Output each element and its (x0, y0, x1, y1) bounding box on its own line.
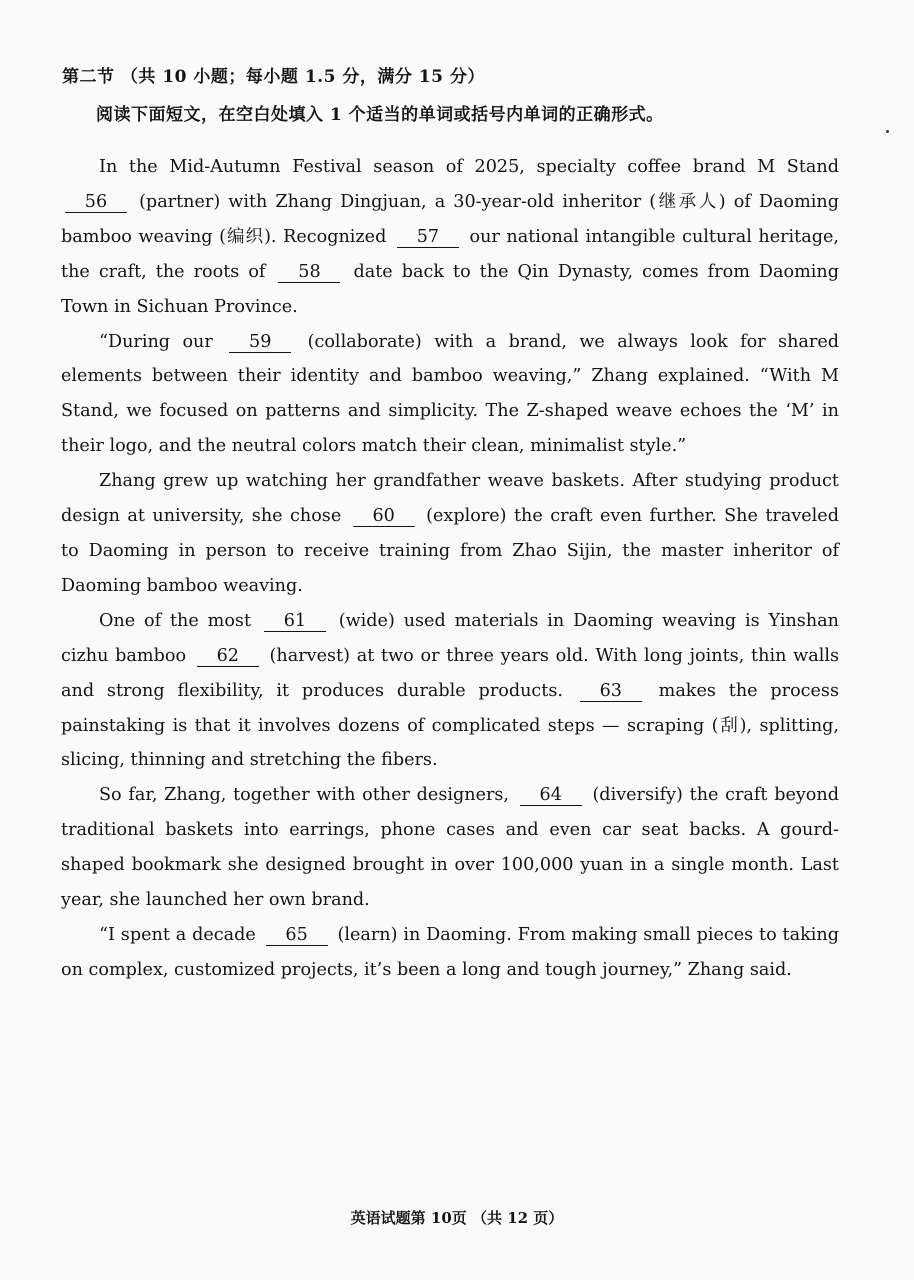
answer-blank[interactable]: 56 (65, 192, 127, 213)
passage-text: So far, Zhang, together with other designers, (99, 785, 516, 806)
passage-text: In the Mid-Autumn Festival season of 2025, specialty coffee brand M Stand (99, 157, 839, 177)
instruction-text: 阅读下面短文，在空白处填入 1 个适当的单词或括号内单词的正确形式。 (96, 105, 664, 125)
answer-blank[interactable]: 57 (397, 227, 459, 248)
passage-paragraph (61, 604, 839, 779)
passage-paragraph (61, 150, 839, 325)
passage-text: makes the process painstaking is that it involves dozens of complicated steps — scraping (刮), splitting, slicing, thinning and stretching the fibers. (61, 680, 839, 771)
answer-blank[interactable]: 59 (229, 332, 291, 353)
speck-mark (886, 130, 889, 133)
passage-text: (harvest) at two or three years old. With long joints, thin walls and strong flexibility, it produces durable products. (61, 645, 839, 701)
answer-blank[interactable]: 62 (197, 646, 259, 667)
answer-blank[interactable]: 58 (278, 262, 340, 283)
passage-paragraph (61, 464, 839, 604)
passage-text: (collaborate) with a brand, we always look for shared elements between their identity and bamboo weaving,” Zhang explained. “With M Stand, we focused on patterns and simplicity. The Z-shaped weave echoes the ‘M’ in their logo, and the neutral colors match their clean, minimalist style.” (61, 331, 839, 457)
passage-paragraph (61, 778, 839, 918)
passage-text: our national intangible cultural heritage, the craft, the roots of (61, 226, 839, 282)
answer-blank[interactable]: 65 (266, 925, 328, 946)
answer-blank[interactable]: 61 (264, 611, 326, 632)
answer-blank[interactable]: 60 (353, 506, 415, 527)
section-title: 第二节 （共 10 小题；每小题 1.5 分，满分 15 分） (62, 67, 485, 87)
passage-paragraph (61, 325, 839, 465)
passage-text: (wide) used materials in Daoming weaving is Yinshan cizhu bamboo (61, 610, 839, 666)
passage-paragraph (61, 918, 839, 988)
passage-text: “I spent a decade (99, 924, 262, 945)
passage-text: One of the most (99, 610, 260, 631)
passage-text: “During our (99, 331, 226, 352)
passage-text: (partner) with Zhang Dingjuan, a 30-year-old inheritor (继承人) of Daoming bamboo weaving (编织). Recognized (61, 191, 839, 247)
page-footer: 英语试题第 10页 （共 12 页） (350, 1209, 564, 1227)
reading-passage (61, 150, 839, 988)
answer-blank[interactable]: 63 (580, 681, 642, 702)
passage-text: (explore) the craft even further. She traveled to Daoming in person to receive training from Zhao Sijin, the master inheritor of Daoming bamboo weaving. (61, 506, 839, 596)
passage-text: (learn) in Daoming. From making small pieces to taking on complex, customized projects, it’s been a long and tough journey,” Zhang said. (61, 924, 839, 980)
passage-text: Zhang grew up watching her grandfather weave baskets. After studying product design at university, she chose (61, 471, 839, 527)
passage-text: date back to the Qin Dynasty, comes from Daoming Town in Sichuan Province. (61, 261, 839, 317)
passage-text: (diversify) the craft beyond traditional baskets into earrings, phone cases and even car seat backs. A gourd-shaped bookmark she designed brought in over 100,000 yuan in a single month. Last year, she launched her own brand. (61, 785, 839, 911)
answer-blank[interactable]: 64 (520, 785, 582, 806)
